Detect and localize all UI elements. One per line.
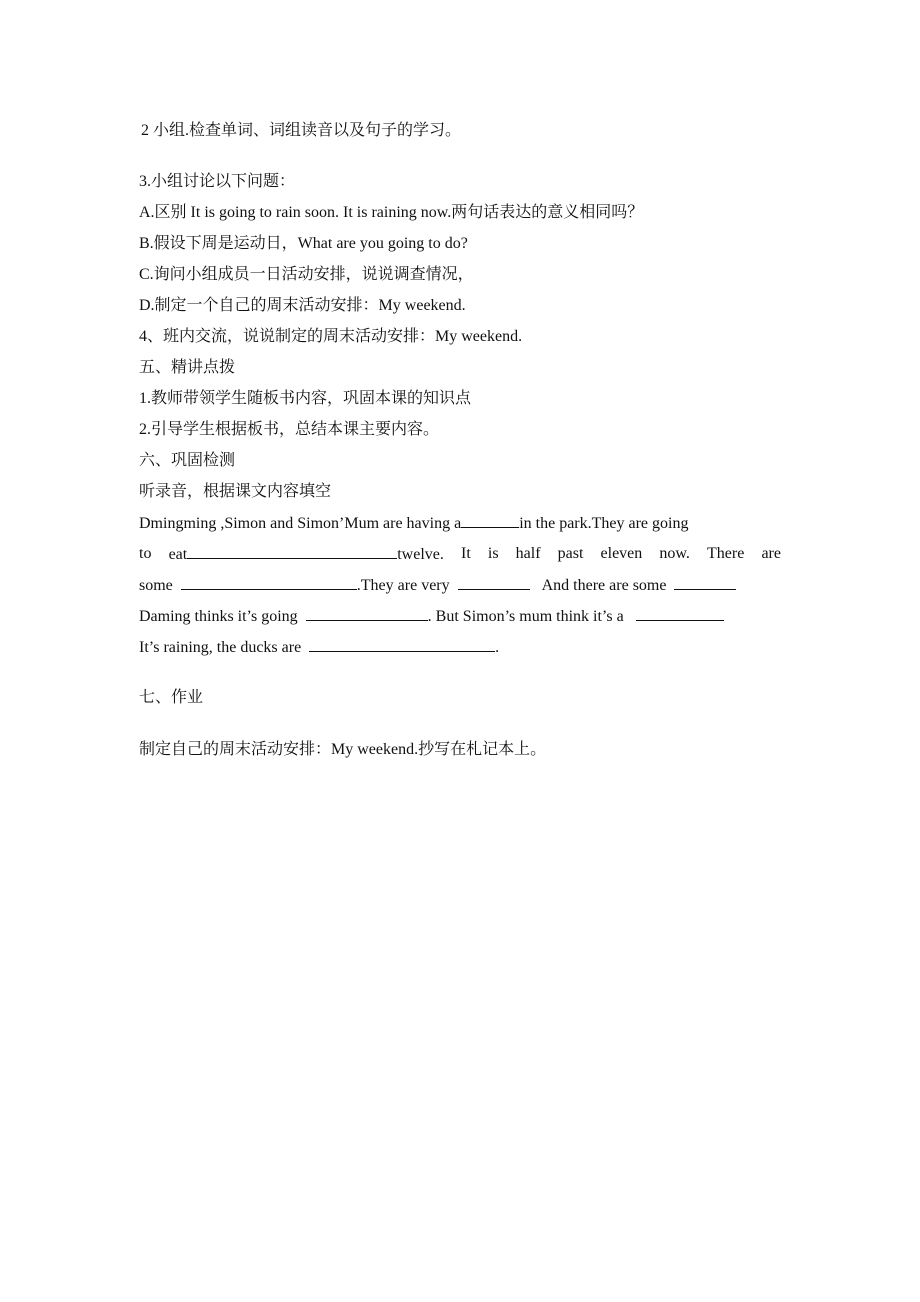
cloze-blank-8[interactable] xyxy=(309,637,495,652)
cloze-line-4 xyxy=(139,606,724,627)
cloze-line-2 xyxy=(139,544,781,565)
cloze-text: It’s raining, the ducks are xyxy=(139,639,302,656)
cloze-blank-6[interactable] xyxy=(306,606,428,621)
discuss-item-d: D.制定一个自己的周末活动安排：My weekend. xyxy=(139,297,466,314)
cloze-text: to xyxy=(139,545,152,562)
group-check-text: 2 小组.检查单词、词组读音以及句子的学习。 xyxy=(141,122,462,139)
cloze-text: some xyxy=(139,577,173,594)
cloze-text: now. xyxy=(659,545,690,562)
cloze-text: There xyxy=(707,545,745,562)
section-five-item-1: 1.教师带领学生随板书内容，巩固本课的知识点 xyxy=(139,390,472,407)
cloze-text: eat xyxy=(168,546,188,563)
cloze-text: And there are some xyxy=(541,577,667,594)
cloze-blank-2[interactable] xyxy=(187,544,397,559)
cloze-text: Dmingming ,Simon and Simon’Mum are having a xyxy=(139,515,462,532)
section-six-title: 六、巩固检测 xyxy=(139,452,236,469)
cloze-text: half xyxy=(515,545,541,562)
cloze-text: past xyxy=(557,545,584,562)
section-five-item-2: 2.引导学生根据板书，总结本课主要内容。 xyxy=(139,421,440,438)
cloze-blank-4[interactable] xyxy=(458,575,530,590)
cloze-text: is xyxy=(487,545,499,562)
cloze-text: in the park.They are going xyxy=(519,515,689,532)
discuss-title: 3.小组讨论以下问题： xyxy=(139,173,296,190)
cloze-text: . xyxy=(495,639,500,656)
cloze-line-5 xyxy=(139,637,499,658)
cloze-blank-5[interactable] xyxy=(674,575,736,590)
cloze-blank-1[interactable] xyxy=(461,513,519,528)
cloze-text: eleven xyxy=(600,545,643,562)
cloze-text: . But Simon’s mum think it’s a xyxy=(427,608,624,625)
class-exchange-text: 4、班内交流，说说制定的周末活动安排：My weekend. xyxy=(139,328,523,345)
cloze-line-3 xyxy=(139,575,736,596)
discuss-item-c: C.询问小组成员一日活动安排，说说调查情况， xyxy=(139,266,474,283)
cloze-text: .They are very xyxy=(356,577,450,594)
cloze-text: It xyxy=(460,545,471,562)
section-five-title: 五、精讲点拨 xyxy=(139,359,236,376)
homework-text: 制定自己的周末活动安排：My weekend.抄写在札记本上。 xyxy=(139,741,547,758)
section-seven-title: 七、作业 xyxy=(139,689,204,706)
cloze-text: Daming thinks it’s going xyxy=(139,608,298,625)
cloze-blank-7[interactable] xyxy=(636,606,724,621)
discuss-item-a: A.区别 It is going to rain soon. It is raining now.两句话表达的意义相同吗？ xyxy=(139,204,644,221)
cloze-text: twelve. xyxy=(397,546,444,563)
cloze-line-1 xyxy=(139,513,781,534)
discuss-item-b: B.假设下周是运动日，What are you going to do? xyxy=(139,235,468,252)
cloze-text: are xyxy=(761,545,781,562)
cloze-blank-3[interactable] xyxy=(181,575,357,590)
section-six-instruction: 听录音，根据课文内容填空 xyxy=(139,483,332,500)
